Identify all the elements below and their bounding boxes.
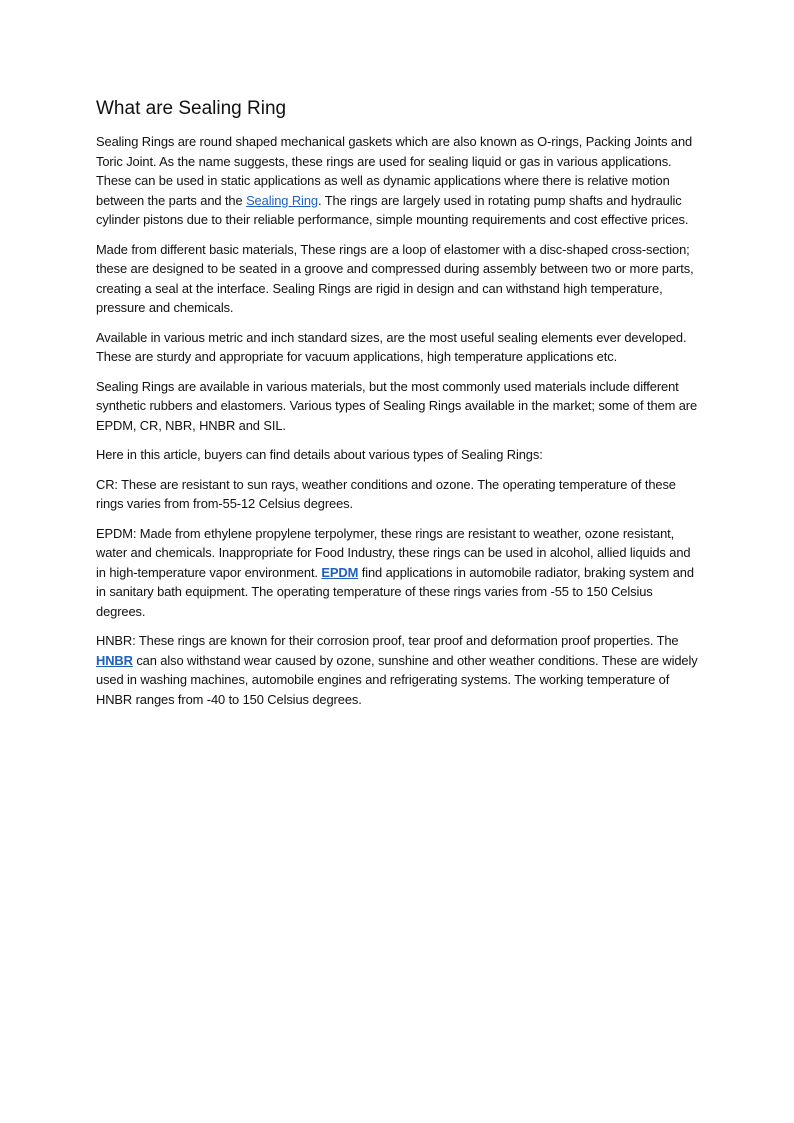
paragraph-epdm: [96, 524, 700, 622]
paragraph-article-intro: Here in this article, buyers can find details about various types of Sealing Rings:: [96, 447, 543, 462]
paragraph-intro-text: Sealing Rings are round shaped mechanical gaskets which are also known as O-rings, Packing Joints and Toric Joint. As the name suggests, these rings are used for sealing liquid or gas in various applications. These can be used in static applications as well as dynamic applications where there is relative motion between the parts and the: [96, 134, 693, 208]
paragraph-cr: CR: These are resistant to sun rays, weather conditions and ozone. The operating temperature of these rings varies from from-55-12 Celsius degrees.: [96, 476, 676, 511]
page-title: What are Sealing Ring: [96, 98, 287, 119]
paragraph-hnbr-text: HNBR: These rings are known for their corrosion proof, tear proof and deformation proof properties. The: [96, 633, 679, 648]
paragraph-sizes: Available in various metric and inch standard sizes, are the most useful sealing elements ever developed. These are sturdy and appropriate for vacuum applications, high temperature applications etc.: [96, 329, 687, 364]
paragraph-materials: Made from different basic materials, These rings are a loop of elastomer with a disc-shaped cross-section; these are designed to be seated in a groove and compressed during assembly between two or more parts, creating a seal at the interface. Sealing Rings are rigid in design and can withstand high temperature, pressure and chemicals.: [96, 241, 694, 315]
epdm-link[interactable]: EPDM: [321, 564, 359, 580]
paragraph-hnbr: [96, 631, 700, 709]
document-page: [96, 96, 700, 719]
paragraph-intro-text-end: . The rings are largely used in rotating pump shafts and hydraulic cylinder pistons due to their reliable performance, simple mounting requirements and cost effective prices.: [96, 192, 689, 227]
paragraph-epdm-text-end: find applications in automobile radiator, braking system and in sanitary bath equipment. The operating temperature of these rings varies from -55 to 150 Celsius degrees.: [96, 564, 694, 619]
hnbr-link[interactable]: HNBR: [96, 652, 133, 668]
paragraph-intro: [96, 132, 700, 230]
paragraph-hnbr-text-end: can also withstand wear caused by ozone, sunshine and other weather conditions. These are widely used in washing machines, automobile engines and refrigerating systems. The working temperature of HNBR ranges from -40 to 150 Celsius degrees.: [96, 652, 698, 707]
sealing-ring-link[interactable]: Sealing Ring: [246, 192, 318, 208]
paragraph-epdm-text: EPDM: Made from ethylene propylene terpolymer, these rings are resistant to weather, ozone resistant, water and chemicals. Inappropriate for Food Industry, these rings can be used in alcohol, allied liquids and in high-temperature vapor environment.: [96, 525, 691, 580]
paragraph-types: Sealing Rings are available in various materials, but the most commonly used materials include different synthetic rubbers and elastomers. Various types of Sealing Rings available in the market; some of them are EPDM, CR, NBR, HNBR and SIL.: [96, 378, 698, 433]
